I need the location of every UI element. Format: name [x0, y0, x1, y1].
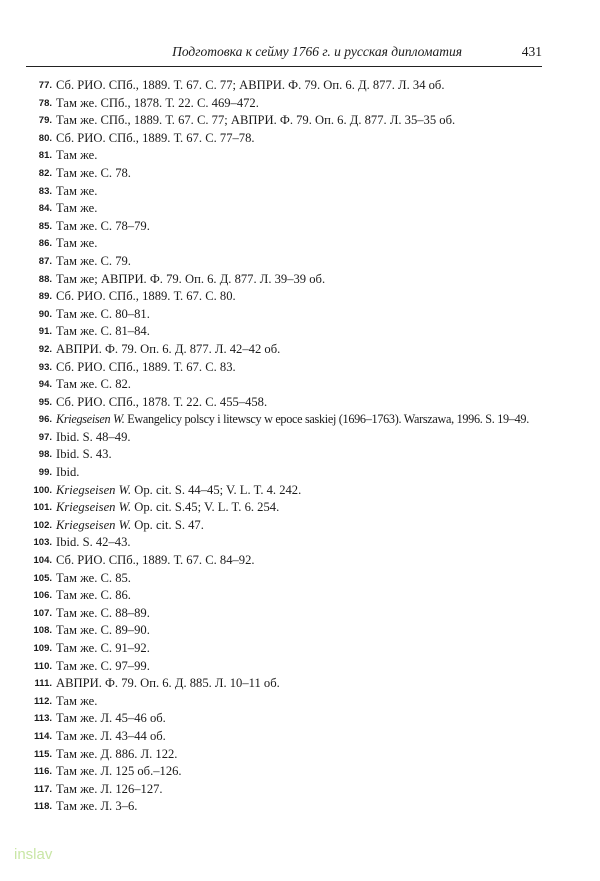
endnote: [0, 200, 600, 218]
citation-text: Там же. С. 78.: [56, 165, 131, 180]
endnote: [0, 658, 600, 676]
endnote: [0, 218, 600, 236]
citation-text: Там же.: [56, 201, 98, 216]
endnote: [0, 482, 600, 500]
endnote-text: [56, 728, 166, 746]
endnote-number: 87.: [38, 255, 52, 267]
endnote: [0, 763, 600, 781]
endnote-text: [56, 306, 150, 324]
endnote-number: 108.: [33, 625, 52, 637]
endnote-text: [56, 429, 131, 447]
endnote: [0, 359, 600, 377]
endnote-text: [56, 693, 97, 711]
endnote: [0, 728, 600, 746]
endnote: [0, 587, 600, 605]
citation-text: Сб. РИО. СПб., 1889. Т. 67. С. 80.: [56, 289, 236, 304]
citation-text: Там же.: [56, 693, 98, 708]
endnote: [0, 570, 600, 588]
endnote-text: [56, 235, 97, 253]
endnote-text: [56, 394, 267, 412]
endnote-text: [56, 77, 445, 95]
endnote-text: [56, 605, 150, 623]
endnote: [0, 552, 600, 570]
citation-text: Сб. РИО. СПб., 1889. Т. 67. С. 84–92.: [56, 553, 255, 568]
endnote-number: 101.: [33, 502, 52, 514]
citation-text: Ibid. S. 42–43.: [56, 535, 131, 550]
endnote: [0, 77, 600, 95]
endnote: [0, 693, 600, 711]
endnote: [0, 165, 600, 183]
citation-text: Ibid. S. 48–49.: [56, 429, 131, 444]
endnote-text: [56, 517, 204, 535]
endnote-text: [56, 675, 280, 693]
endnote-text: [56, 781, 163, 799]
citation-text: Там же. Л. 43–44 об.: [56, 728, 166, 743]
endnote: [0, 798, 600, 816]
endnote-text: [56, 95, 259, 113]
endnote-number: 77.: [38, 80, 52, 91]
endnote-number: 114.: [34, 730, 52, 742]
endnote: [0, 271, 600, 289]
endnote-number: 78.: [38, 97, 52, 109]
endnote-text: [56, 411, 529, 429]
endnote-text: [56, 464, 79, 482]
endnote: [0, 376, 600, 394]
endnote-text: [56, 499, 279, 517]
endnote: [0, 429, 600, 447]
endnote-text: [56, 640, 150, 658]
endnote-number: 105.: [33, 572, 52, 584]
citation-text: Сб. РИО. СПб., 1889. Т. 67. С. 77; АВПРИ. Ф. 79. Оп. 6. Д. 877. Л. 34 об.: [56, 78, 445, 92]
citation-text: Сб. РИО. СПб., 1889. Т. 67. С. 83.: [56, 359, 236, 374]
endnote-number: 112.: [34, 695, 52, 707]
endnote: [0, 323, 600, 341]
endnote: [0, 183, 600, 201]
citation-text: Сб. РИО. СПб., 1878. Т. 22. С. 455–458.: [56, 394, 268, 409]
author-name: Kriegseisen W.: [56, 482, 132, 497]
endnote-number: 83.: [38, 185, 52, 197]
endnote-number: 80.: [38, 132, 52, 144]
citation-text: Сб. РИО. СПб., 1889. Т. 67. С. 77–78.: [56, 130, 255, 145]
endnote-number: 100.: [33, 484, 52, 496]
endnote-number: 109.: [33, 643, 52, 654]
endnote-text: [56, 763, 182, 781]
endnote: [0, 605, 600, 623]
endnote: [0, 235, 600, 253]
author-name: Kriegseisen W.: [56, 500, 132, 515]
citation-text: Ewangelicy polscy i litewscy w epoce saskiej (1696–1763). Warszawa, 1996. S. 19–49.: [124, 412, 529, 427]
watermark: inslav: [14, 846, 53, 863]
citation-text: Там же; АВПРИ. Ф. 79. Оп. 6. Д. 877. Л. 39–39 об.: [56, 271, 326, 286]
citation-text: Там же. СПб., 1889. Т. 67. С. 77; АВПРИ. Ф. 79. Оп. 6. Д. 877. Л. 35–35 об.: [56, 113, 456, 128]
endnote-number: 93.: [38, 361, 52, 373]
endnote-number: 90.: [38, 308, 52, 320]
endnote-number: 117.: [34, 783, 52, 795]
endnote: [0, 622, 600, 640]
endnote: [0, 95, 600, 113]
author-name: Kriegseisen W.: [56, 517, 132, 532]
endnote: [0, 130, 600, 148]
citation-text: Там же. Л. 3–6.: [56, 799, 138, 814]
endnote-text: [56, 359, 236, 377]
endnote-number: 92.: [38, 343, 52, 355]
endnote: [0, 288, 600, 306]
endnote-number: 113.: [34, 713, 52, 725]
endnote-text: [56, 587, 131, 605]
endnote: [0, 147, 600, 165]
endnote-number: 110.: [34, 660, 52, 672]
citation-text: Op. cit. S.45; V. L. T. 6. 254.: [131, 500, 280, 515]
endnote: [0, 746, 600, 764]
author-name: Kriegseisen W.: [56, 412, 125, 427]
endnote: [0, 534, 600, 552]
endnote: [0, 112, 600, 130]
citation-text: Там же. Л. 126–127.: [56, 781, 163, 796]
endnote: [0, 517, 600, 535]
endnote-text: [56, 710, 166, 728]
endnote-text: [56, 147, 97, 165]
endnote-number: 115.: [34, 748, 52, 760]
endnote: [0, 411, 600, 429]
endnote-text: [56, 183, 97, 201]
endnote-text: [56, 746, 177, 764]
endnote-text: [56, 552, 255, 570]
endnotes-list: [0, 77, 600, 816]
endnote-text: [56, 658, 150, 676]
endnote-number: 97.: [38, 431, 52, 443]
citation-text: Там же. С. 81–84.: [56, 324, 150, 339]
endnote: [0, 640, 600, 658]
endnote-text: [56, 130, 255, 148]
endnote-number: 99.: [38, 467, 52, 479]
endnote-number: 104.: [33, 555, 52, 567]
endnote-text: [56, 622, 150, 640]
endnote-number: 82.: [38, 167, 52, 179]
endnote-number: 86.: [38, 238, 52, 250]
citation-text: Там же. С. 82.: [56, 377, 131, 392]
citation-text: Там же. С. 78–79.: [56, 218, 150, 233]
citation-text: Op. cit. S. 47.: [131, 517, 204, 532]
endnote-number: 89.: [38, 291, 52, 303]
endnote: [0, 253, 600, 271]
endnote-number: 111.: [34, 678, 52, 690]
endnote: [0, 341, 600, 359]
citation-text: Ibid.: [56, 465, 80, 480]
endnote-text: [56, 341, 280, 359]
citation-text: Там же. Л. 45–46 об.: [56, 711, 166, 726]
endnote: [0, 446, 600, 464]
citation-text: Там же. Л. 125 об.–126.: [56, 764, 182, 779]
endnote: [0, 675, 600, 693]
endnote-text: [56, 570, 131, 588]
endnote-number: 118.: [34, 801, 52, 813]
endnote: [0, 710, 600, 728]
endnote-text: [56, 218, 150, 236]
citation-text: Op. cit. S. 44–45; V. L. T. 4. 242.: [131, 482, 302, 497]
running-title: Подготовка к сейму 1766 г. и русская дипломатия: [172, 44, 462, 59]
endnote-number: 116.: [34, 766, 52, 778]
page-number: 431: [521, 44, 542, 59]
citation-text: Там же. С. 79.: [56, 253, 131, 268]
citation-text: Там же. С. 91–92.: [56, 641, 150, 655]
endnote-text: [56, 165, 131, 183]
endnote-number: 95.: [38, 396, 52, 408]
citation-text: Там же.: [56, 183, 98, 198]
endnote-text: [56, 446, 112, 464]
running-header: [24, 44, 542, 64]
endnote-number: 106.: [33, 590, 52, 602]
citation-text: Там же. С. 86.: [56, 588, 131, 603]
endnote-text: [56, 482, 301, 500]
citation-text: Ibid. S. 43.: [56, 447, 112, 462]
endnote-number: 85.: [38, 220, 52, 232]
endnote-text: [56, 798, 137, 816]
endnote-number: 102.: [33, 519, 52, 531]
endnote: [0, 781, 600, 799]
citation-text: Там же. С. 89–90.: [56, 623, 150, 638]
endnote-number: 98.: [38, 449, 52, 461]
endnote-text: [56, 271, 325, 289]
endnote-number: 107.: [33, 607, 52, 619]
citation-text: АВПРИ. Ф. 79. Оп. 6. Д. 877. Л. 42–42 об.: [56, 341, 281, 356]
endnote-number: 91.: [38, 326, 52, 338]
endnote-number: 96.: [38, 414, 52, 426]
citation-text: Там же. С. 88–89.: [56, 605, 150, 620]
endnote: [0, 499, 600, 517]
citation-text: Там же.: [56, 148, 98, 163]
endnote: [0, 394, 600, 412]
endnote-text: [56, 534, 131, 552]
endnote-text: [56, 288, 236, 306]
endnote-text: [56, 200, 97, 218]
endnote-text: [56, 112, 455, 130]
citation-text: Там же. Д. 886. Л. 122.: [56, 746, 178, 761]
endnote-text: [56, 323, 150, 341]
citation-text: Там же. С. 80–81.: [56, 306, 150, 321]
endnote-number: 103.: [33, 537, 52, 549]
endnote-number: 79.: [38, 115, 52, 127]
endnote: [0, 464, 600, 482]
header-rule: [26, 66, 542, 67]
endnote-number: 94.: [38, 379, 52, 391]
citation-text: Там же. СПб., 1878. Т. 22. С. 469–472.: [56, 95, 259, 110]
endnote-number: 88.: [38, 273, 52, 285]
citation-text: Там же. С. 97–99.: [56, 658, 150, 673]
endnote-number: 84.: [38, 203, 52, 215]
endnote: [0, 306, 600, 324]
citation-text: Там же.: [56, 236, 98, 251]
endnote-text: [56, 376, 131, 394]
endnote-text: [56, 253, 131, 271]
citation-text: АВПРИ. Ф. 79. Оп. 6. Д. 885. Л. 10–11 об.: [56, 676, 280, 691]
citation-text: Там же. С. 85.: [56, 570, 131, 585]
endnote-number: 81.: [38, 150, 52, 162]
